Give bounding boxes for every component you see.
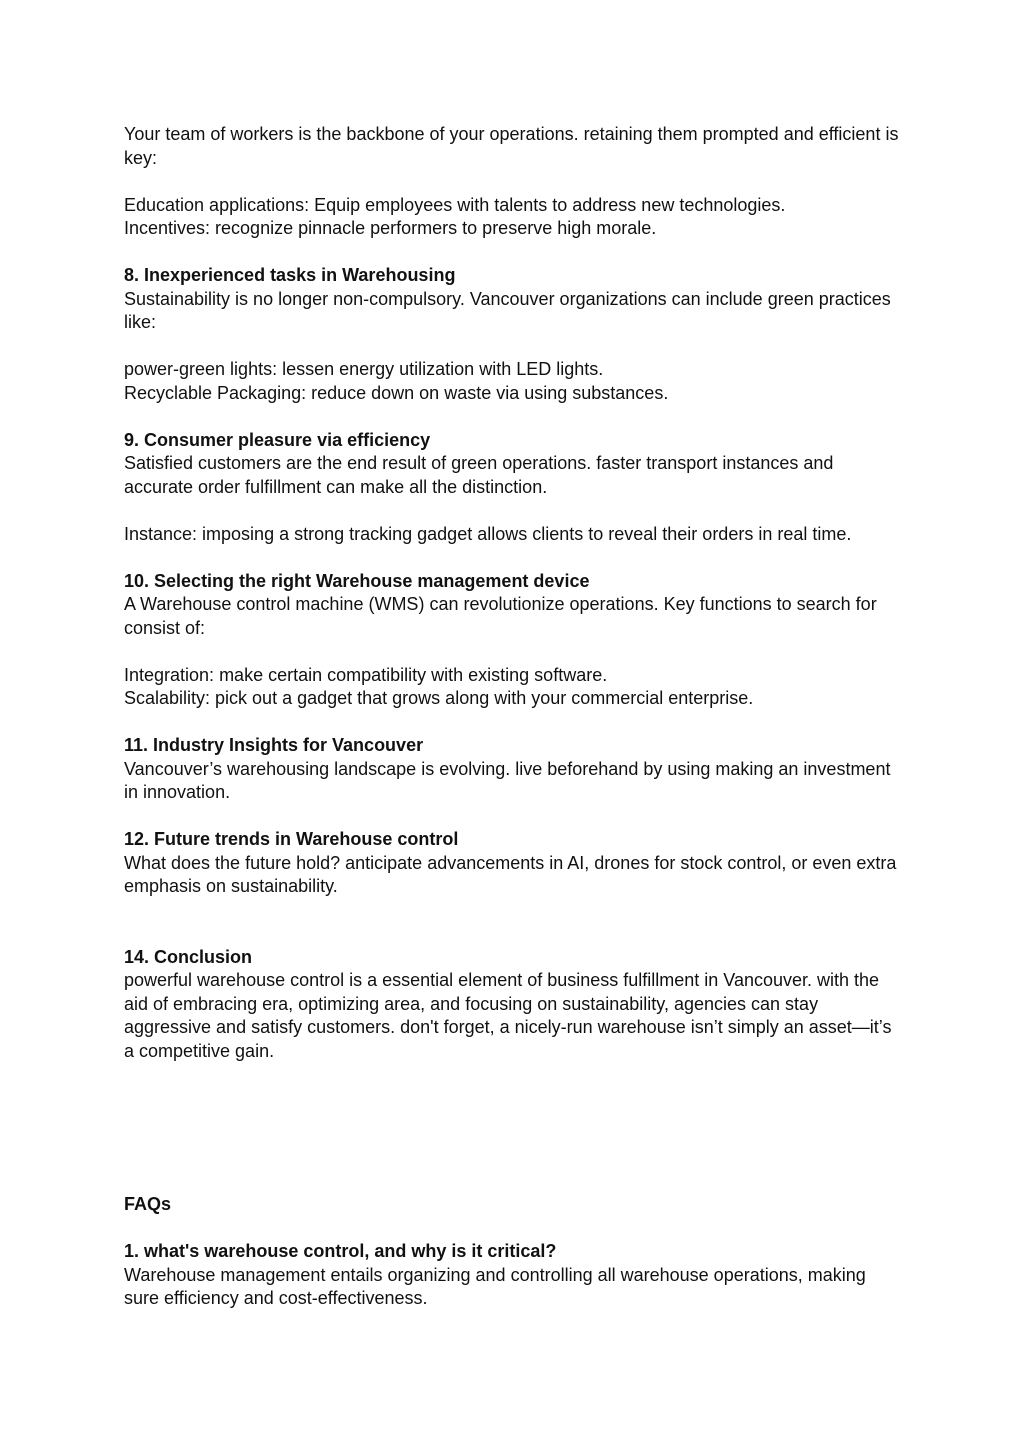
spacer (124, 640, 904, 664)
faq-1-answer: Warehouse management entails organizing and controlling all warehouse operations, making sure efficiency and cost-effectiveness. (124, 1264, 866, 1308)
spacer (124, 546, 904, 570)
training-item-incentives: Incentives: recognize pinnacle performers to preserve high morale. (124, 218, 657, 238)
section-9-body: Satisfied customers are the end result of green operations. faster transport instances and accurate order fulfillment can make all the distinction. (124, 453, 834, 497)
faqs-heading: FAQs (124, 1194, 172, 1214)
section-10-item-integration: Integration: make certain compatibility with existing software. (124, 664, 608, 685)
intro-paragraph: Your team of workers is the backbone of your operations. retaining them prompted and efficient is key: (124, 124, 899, 168)
section-8-item-packaging: Recyclable Packaging: reduce down on waste via using substances. (124, 382, 669, 403)
spacer (124, 335, 904, 359)
spacer (124, 899, 904, 946)
spacer (124, 1217, 904, 1241)
section-12-body: What does the future hold? anticipate advancements in AI, drones for stock control, or even extra emphasis on sustainability. (124, 852, 897, 896)
spacer (124, 805, 904, 829)
document-page (124, 123, 904, 1311)
section-9-instance: Instance: imposing a strong tracking gadget allows clients to reveal their orders in real time. (124, 523, 852, 544)
section-10-item-scalability: Scalability: pick out a gadget that grows along with your commercial enterprise. (124, 688, 754, 708)
spacer (124, 1063, 904, 1193)
section-14-heading: 14. Conclusion (124, 946, 253, 967)
section-14-body: powerful warehouse control is a essential element of business fulfillment in Vancouver. with the aid of embracing era, optimizing area, and focusing on sustainability, agencies can stay aggressive and satisfy customers. don't forget, a nicely-run warehouse isn’t simply an asset—it’s a competitive gain. (124, 970, 892, 1061)
training-item-education: Education applications: Equip employees with talents to address new technologies. (124, 194, 786, 215)
spacer (124, 711, 904, 735)
spacer (124, 170, 904, 194)
section-8-heading: 8. Inexperienced tasks in Warehousing (124, 265, 456, 285)
section-12-heading: 12. Future trends in Warehouse control (124, 829, 459, 849)
spacer (124, 499, 904, 523)
section-9-heading: 9. Consumer pleasure via efficiency (124, 429, 431, 450)
section-10-body: A Warehouse control machine (WMS) can revolutionize operations. Key functions to search for consist of: (124, 594, 877, 638)
section-11-heading: 11. Industry Insights for Vancouver (124, 735, 424, 755)
faq-1-question: 1. what's warehouse control, and why is it critical? (124, 1241, 557, 1261)
section-10-heading: 10. Selecting the right Warehouse management device (124, 570, 590, 591)
spacer (124, 241, 904, 265)
section-8-item-lights: power-green lights: lessen energy utilization with LED lights. (124, 359, 604, 379)
section-11-body: Vancouver’s warehousing landscape is evolving. live beforehand by using making an investment in innovation. (124, 758, 891, 802)
spacer (124, 405, 904, 429)
section-8-body: Sustainability is no longer non-compulsory. Vancouver organizations can include green practices like: (124, 288, 891, 332)
